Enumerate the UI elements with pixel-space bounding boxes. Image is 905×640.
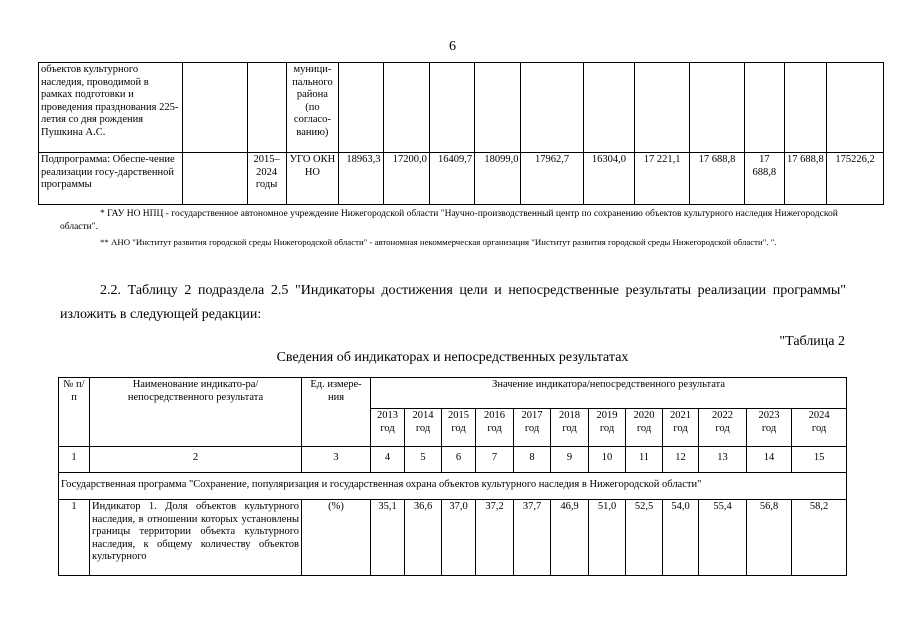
value-cell: 17200,0	[383, 153, 429, 205]
executor-cell: муници-пального района (по согласо-ванию)	[286, 63, 339, 153]
header-num: № п/п	[59, 378, 90, 447]
header-name: Наименование индикато-ра/непосредственного результата	[90, 378, 302, 447]
year-label: 2015	[448, 410, 469, 421]
executor-cell: УГО ОКН НО	[286, 153, 339, 205]
value-cell: 16409,7	[429, 153, 474, 205]
column-number-cell: 13	[699, 447, 747, 473]
header-value: Значение индикатора/непосредственного результата	[371, 378, 847, 409]
table-row	[39, 153, 884, 205]
indicator-value-cell: 46,9	[551, 500, 589, 576]
year-label: 2024	[808, 410, 830, 421]
year-header-cell	[442, 409, 476, 447]
program-title-cell: Государственная программа "Сохранение, популяризация и государственная охрана объектов культурного наследия в Нижегородской области"	[59, 473, 847, 500]
column-number-cell: 9	[551, 447, 589, 473]
year-header-cell	[551, 409, 589, 447]
indicator-value-cell: 36,6	[405, 500, 442, 576]
year-label: 2014	[412, 410, 434, 421]
year-word: год	[715, 422, 730, 434]
year-word: год	[811, 422, 827, 434]
indicator-value-cell: 55,4	[699, 500, 747, 576]
column-number-row	[59, 447, 847, 473]
column-number-cell: 15	[792, 447, 847, 473]
year-header-cell	[626, 409, 663, 447]
value-cell: 16304,0	[583, 153, 635, 205]
year-header-cell	[371, 409, 405, 447]
column-number-cell: 14	[747, 447, 792, 473]
footnote-2: ** АНО "Институт развития городской среды Нижегородской области" - автономная некоммерческая организация "Институт развития городской среды Нижегородской области". ".	[100, 237, 777, 247]
table-title: Сведения об индикаторах и непосредственных результатах	[276, 350, 629, 365]
year-header-cell	[699, 409, 747, 447]
year-word: год	[380, 422, 395, 434]
indicator-row	[59, 500, 847, 576]
year-word: год	[599, 422, 615, 434]
year-label: 2023	[758, 410, 780, 421]
indicator-value-cell: 56,8	[747, 500, 792, 576]
year-label: 2016	[484, 410, 505, 421]
indicator-unit: (%)	[302, 500, 371, 576]
year-header-cell	[589, 409, 626, 447]
indicator-value-cell: 37,2	[476, 500, 514, 576]
body-paragraph: 2.2. Таблицу 2 подраздела 2.5 "Индикаторы достижения цели и непосредственные результаты реализации программы" изложить в следующей редакции:	[60, 283, 846, 322]
value-cell: 17 688,8	[784, 153, 826, 205]
column-number-cell: 8	[514, 447, 551, 473]
column-number-cell: 2	[90, 447, 302, 473]
year-label: 2017	[521, 410, 543, 421]
row-name-cell: Подпрограмма: Обеспе-чение реализации госу-дарственной программы	[39, 153, 183, 205]
page-number: 6	[449, 39, 456, 54]
indicator-value-cell: 35,1	[371, 500, 405, 576]
column-number-cell: 4	[371, 447, 405, 473]
column-number-cell: 3	[302, 447, 371, 473]
value-cell: 17 221,1	[635, 153, 690, 205]
indicator-value-cell: 58,2	[792, 500, 847, 576]
year-label: 2013	[377, 410, 398, 421]
year-label: 2022	[712, 410, 733, 421]
year-header-cell	[747, 409, 792, 447]
year-header-cell	[663, 409, 699, 447]
year-word: год	[524, 422, 540, 434]
column-number-cell: 10	[589, 447, 626, 473]
indicator-value-cell: 52,5	[626, 500, 663, 576]
value-cell: 17962,7	[521, 153, 583, 205]
table-label: "Таблица 2	[779, 334, 845, 349]
column-number-cell: 12	[663, 447, 699, 473]
value-cell: 18963,3	[339, 153, 383, 205]
header-unit: Ед. измере-ния	[302, 378, 371, 447]
year-header-cell	[476, 409, 514, 447]
indicator-value-cell: 37,0	[442, 500, 476, 576]
years-cell: 2015–2024 годы	[247, 153, 286, 205]
footnote-1: * ГАУ НО НПЦ - государственное автономное учреждение Нижегородской области "Научно-производственный центр по сохранению объектов культурного наследия Нижегородской области".	[60, 209, 838, 232]
year-word: год	[636, 422, 652, 434]
table-row	[39, 63, 884, 153]
indicator-name: Индикатор 1. Доля объектов культурного наследия, в отношении которых установлены границы территории объекта культурного наследия, к общему количеству объектов культурного	[90, 500, 302, 576]
year-header-cell	[405, 409, 442, 447]
year-word: год	[673, 422, 688, 434]
column-number-cell: 7	[476, 447, 514, 473]
column-number-cell: 6	[442, 447, 476, 473]
year-word: год	[415, 422, 431, 434]
value-cell: 18099,0	[475, 153, 521, 205]
year-label: 2020	[633, 410, 655, 421]
column-number-cell: 1	[59, 447, 90, 473]
indicator-value-cell: 37,7	[514, 500, 551, 576]
value-cell: 17 688,8	[690, 153, 745, 205]
year-label: 2019	[596, 410, 618, 421]
column-number-cell: 11	[626, 447, 663, 473]
column-number-cell: 5	[405, 447, 442, 473]
row-name-cell: объектов культурного наследия, проводимой в рамках подготовки и проведения празднования 225-летия со дня рождения Пушкина А.С.	[39, 63, 183, 153]
value-cell: 17 688,8	[744, 153, 784, 205]
year-word: год	[487, 422, 502, 434]
indicator-num: 1	[59, 500, 90, 576]
financing-table	[38, 62, 884, 205]
value-cell: 175226,2	[827, 153, 884, 205]
indicators-table	[58, 377, 847, 576]
year-label: 2018	[559, 410, 580, 421]
year-word: год	[451, 422, 466, 434]
year-word: год	[562, 422, 577, 434]
header-row	[59, 378, 847, 409]
program-row	[59, 473, 847, 500]
year-header-cell	[792, 409, 847, 447]
indicator-value-cell: 51,0	[589, 500, 626, 576]
year-label: 2021	[670, 410, 691, 421]
year-word: год	[761, 422, 777, 434]
indicator-value-cell: 54,0	[663, 500, 699, 576]
year-header-cell	[514, 409, 551, 447]
